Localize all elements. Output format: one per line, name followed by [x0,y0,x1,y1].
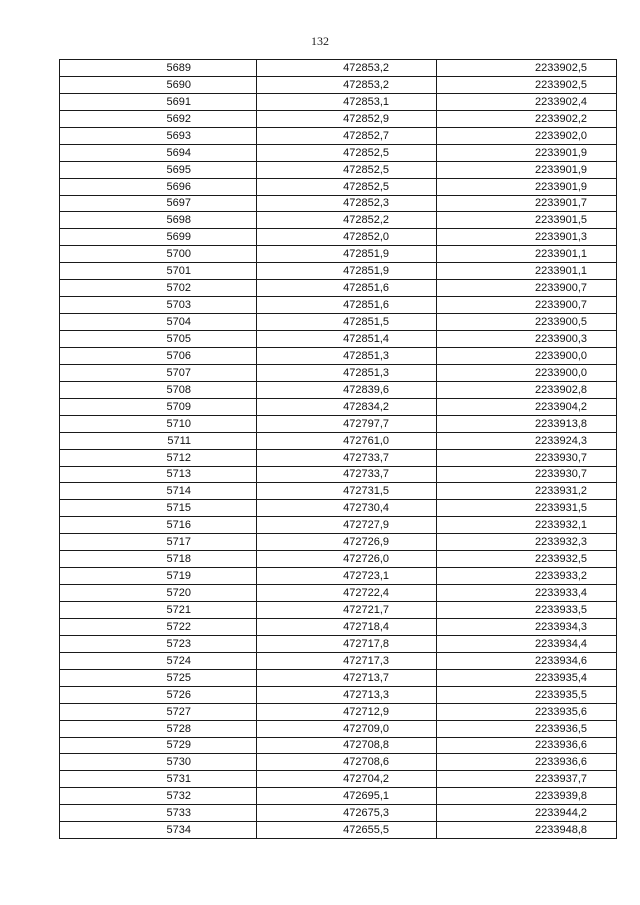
x-coordinate-cell: 472721,7 [257,602,437,619]
point-number-cell: 5718 [60,551,257,568]
y-coordinate-cell: 2233913,8 [437,415,617,432]
y-coordinate-cell: 2233930,7 [437,466,617,483]
y-coordinate-cell: 2233900,7 [437,280,617,297]
table-row [60,178,617,195]
point-number-cell: 5732 [60,788,257,805]
table-row [60,195,617,212]
y-coordinate-cell: 2233902,5 [437,60,617,77]
table-row [60,161,617,178]
x-coordinate-cell: 472851,6 [257,297,437,314]
x-coordinate-cell: 472709,0 [257,720,437,737]
point-number-cell: 5696 [60,178,257,195]
table-row [60,110,617,127]
x-coordinate-cell: 472722,4 [257,585,437,602]
point-number-cell: 5715 [60,500,257,517]
point-number-cell: 5731 [60,771,257,788]
y-coordinate-cell: 2233900,0 [437,364,617,381]
x-coordinate-cell: 472727,9 [257,517,437,534]
point-number-cell: 5694 [60,144,257,161]
x-coordinate-cell: 472730,4 [257,500,437,517]
y-coordinate-cell: 2233933,4 [437,585,617,602]
table-row [60,500,617,517]
y-coordinate-cell: 2233900,5 [437,314,617,331]
table-row [60,297,617,314]
x-coordinate-cell: 472851,3 [257,347,437,364]
x-coordinate-cell: 472713,7 [257,669,437,686]
point-number-cell: 5728 [60,720,257,737]
x-coordinate-cell: 472695,1 [257,788,437,805]
table-row [60,76,617,93]
point-number-cell: 5708 [60,381,257,398]
x-coordinate-cell: 472797,7 [257,415,437,432]
coordinates-table [59,59,617,839]
x-coordinate-cell: 472726,9 [257,534,437,551]
table-row [60,280,617,297]
table-row [60,551,617,568]
table-row [60,381,617,398]
point-number-cell: 5723 [60,635,257,652]
x-coordinate-cell: 472713,3 [257,686,437,703]
y-coordinate-cell: 2233900,7 [437,297,617,314]
x-coordinate-cell: 472851,9 [257,246,437,263]
point-number-cell: 5710 [60,415,257,432]
y-coordinate-cell: 2233931,5 [437,500,617,517]
y-coordinate-cell: 2233934,6 [437,652,617,669]
x-coordinate-cell: 472718,4 [257,618,437,635]
x-coordinate-cell: 472839,6 [257,381,437,398]
y-coordinate-cell: 2233948,8 [437,822,617,839]
y-coordinate-cell: 2233901,5 [437,212,617,229]
table-row [60,212,617,229]
x-coordinate-cell: 472726,0 [257,551,437,568]
y-coordinate-cell: 2233936,6 [437,754,617,771]
x-coordinate-cell: 472675,3 [257,805,437,822]
point-number-cell: 5717 [60,534,257,551]
y-coordinate-cell: 2233934,4 [437,635,617,652]
point-number-cell: 5730 [60,754,257,771]
x-coordinate-cell: 472723,1 [257,568,437,585]
y-coordinate-cell: 2233931,2 [437,483,617,500]
point-number-cell: 5721 [60,602,257,619]
y-coordinate-cell: 2233904,2 [437,398,617,415]
point-number-cell: 5711 [60,432,257,449]
x-coordinate-cell: 472853,2 [257,60,437,77]
y-coordinate-cell: 2233902,4 [437,93,617,110]
y-coordinate-cell: 2233900,0 [437,347,617,364]
table-row [60,703,617,720]
table-row [60,771,617,788]
table-row [60,602,617,619]
table-row [60,585,617,602]
table-row [60,635,617,652]
point-number-cell: 5699 [60,229,257,246]
y-coordinate-cell: 2233944,2 [437,805,617,822]
x-coordinate-cell: 472761,0 [257,432,437,449]
table-row [60,669,617,686]
point-number-cell: 5698 [60,212,257,229]
y-coordinate-cell: 2233902,5 [437,76,617,93]
point-number-cell: 5689 [60,60,257,77]
y-coordinate-cell: 2233900,3 [437,331,617,348]
table-row [60,652,617,669]
table-row [60,517,617,534]
y-coordinate-cell: 2233932,5 [437,551,617,568]
point-number-cell: 5724 [60,652,257,669]
x-coordinate-cell: 472852,5 [257,144,437,161]
point-number-cell: 5691 [60,93,257,110]
y-coordinate-cell: 2233901,7 [437,195,617,212]
x-coordinate-cell: 472717,3 [257,652,437,669]
x-coordinate-cell: 472851,9 [257,263,437,280]
point-number-cell: 5713 [60,466,257,483]
x-coordinate-cell: 472733,7 [257,449,437,466]
point-number-cell: 5693 [60,127,257,144]
x-coordinate-cell: 472712,9 [257,703,437,720]
x-coordinate-cell: 472853,1 [257,93,437,110]
x-coordinate-cell: 472851,3 [257,364,437,381]
point-number-cell: 5704 [60,314,257,331]
table-row [60,534,617,551]
point-number-cell: 5712 [60,449,257,466]
point-number-cell: 5705 [60,331,257,348]
table-row [60,364,617,381]
x-coordinate-cell: 472655,5 [257,822,437,839]
y-coordinate-cell: 2233901,1 [437,246,617,263]
x-coordinate-cell: 472853,2 [257,76,437,93]
table-row [60,314,617,331]
y-coordinate-cell: 2233901,1 [437,263,617,280]
x-coordinate-cell: 472708,8 [257,737,437,754]
point-number-cell: 5729 [60,737,257,754]
point-number-cell: 5716 [60,517,257,534]
x-coordinate-cell: 472851,4 [257,331,437,348]
x-coordinate-cell: 472852,2 [257,212,437,229]
table-row [60,415,617,432]
table-row [60,229,617,246]
y-coordinate-cell: 2233935,6 [437,703,617,720]
y-coordinate-cell: 2233902,8 [437,381,617,398]
table-row [60,144,617,161]
table-row [60,60,617,77]
x-coordinate-cell: 472733,7 [257,466,437,483]
table-row [60,686,617,703]
table-row [60,466,617,483]
x-coordinate-cell: 472852,5 [257,178,437,195]
table-row [60,737,617,754]
coordinates-table-body [60,60,617,839]
point-number-cell: 5722 [60,618,257,635]
y-coordinate-cell: 2233902,0 [437,127,617,144]
table-row [60,449,617,466]
table-row [60,93,617,110]
y-coordinate-cell: 2233934,3 [437,618,617,635]
point-number-cell: 5727 [60,703,257,720]
y-coordinate-cell: 2233932,1 [437,517,617,534]
y-coordinate-cell: 2233901,9 [437,144,617,161]
x-coordinate-cell: 472852,7 [257,127,437,144]
y-coordinate-cell: 2233936,6 [437,737,617,754]
y-coordinate-cell: 2233937,7 [437,771,617,788]
point-number-cell: 5707 [60,364,257,381]
x-coordinate-cell: 472852,3 [257,195,437,212]
point-number-cell: 5695 [60,161,257,178]
x-coordinate-cell: 472704,2 [257,771,437,788]
table-row [60,483,617,500]
table-row [60,822,617,839]
x-coordinate-cell: 472852,5 [257,161,437,178]
point-number-cell: 5702 [60,280,257,297]
table-row [60,263,617,280]
table-row [60,347,617,364]
table-row [60,246,617,263]
y-coordinate-cell: 2233935,5 [437,686,617,703]
y-coordinate-cell: 2233935,4 [437,669,617,686]
y-coordinate-cell: 2233901,9 [437,178,617,195]
point-number-cell: 5701 [60,263,257,280]
point-number-cell: 5719 [60,568,257,585]
y-coordinate-cell: 2233901,3 [437,229,617,246]
table-row [60,568,617,585]
point-number-cell: 5706 [60,347,257,364]
y-coordinate-cell: 2233936,5 [437,720,617,737]
y-coordinate-cell: 2233933,2 [437,568,617,585]
y-coordinate-cell: 2233932,3 [437,534,617,551]
y-coordinate-cell: 2233901,9 [437,161,617,178]
table-row [60,720,617,737]
x-coordinate-cell: 472852,9 [257,110,437,127]
y-coordinate-cell: 2233930,7 [437,449,617,466]
y-coordinate-cell: 2233933,5 [437,602,617,619]
point-number-cell: 5725 [60,669,257,686]
point-number-cell: 5733 [60,805,257,822]
x-coordinate-cell: 472834,2 [257,398,437,415]
point-number-cell: 5726 [60,686,257,703]
table-row [60,788,617,805]
point-number-cell: 5700 [60,246,257,263]
point-number-cell: 5690 [60,76,257,93]
table-row [60,127,617,144]
page-number: 132 [311,34,329,48]
table-row [60,432,617,449]
y-coordinate-cell: 2233902,2 [437,110,617,127]
x-coordinate-cell: 472851,6 [257,280,437,297]
table-row [60,618,617,635]
point-number-cell: 5734 [60,822,257,839]
table-row [60,805,617,822]
point-number-cell: 5709 [60,398,257,415]
table-row [60,398,617,415]
point-number-cell: 5692 [60,110,257,127]
y-coordinate-cell: 2233939,8 [437,788,617,805]
y-coordinate-cell: 2233924,3 [437,432,617,449]
x-coordinate-cell: 472851,5 [257,314,437,331]
x-coordinate-cell: 472731,5 [257,483,437,500]
x-coordinate-cell: 472708,6 [257,754,437,771]
point-number-cell: 5714 [60,483,257,500]
point-number-cell: 5720 [60,585,257,602]
x-coordinate-cell: 472852,0 [257,229,437,246]
table-row [60,754,617,771]
table-row [60,331,617,348]
point-number-cell: 5703 [60,297,257,314]
point-number-cell: 5697 [60,195,257,212]
x-coordinate-cell: 472717,8 [257,635,437,652]
